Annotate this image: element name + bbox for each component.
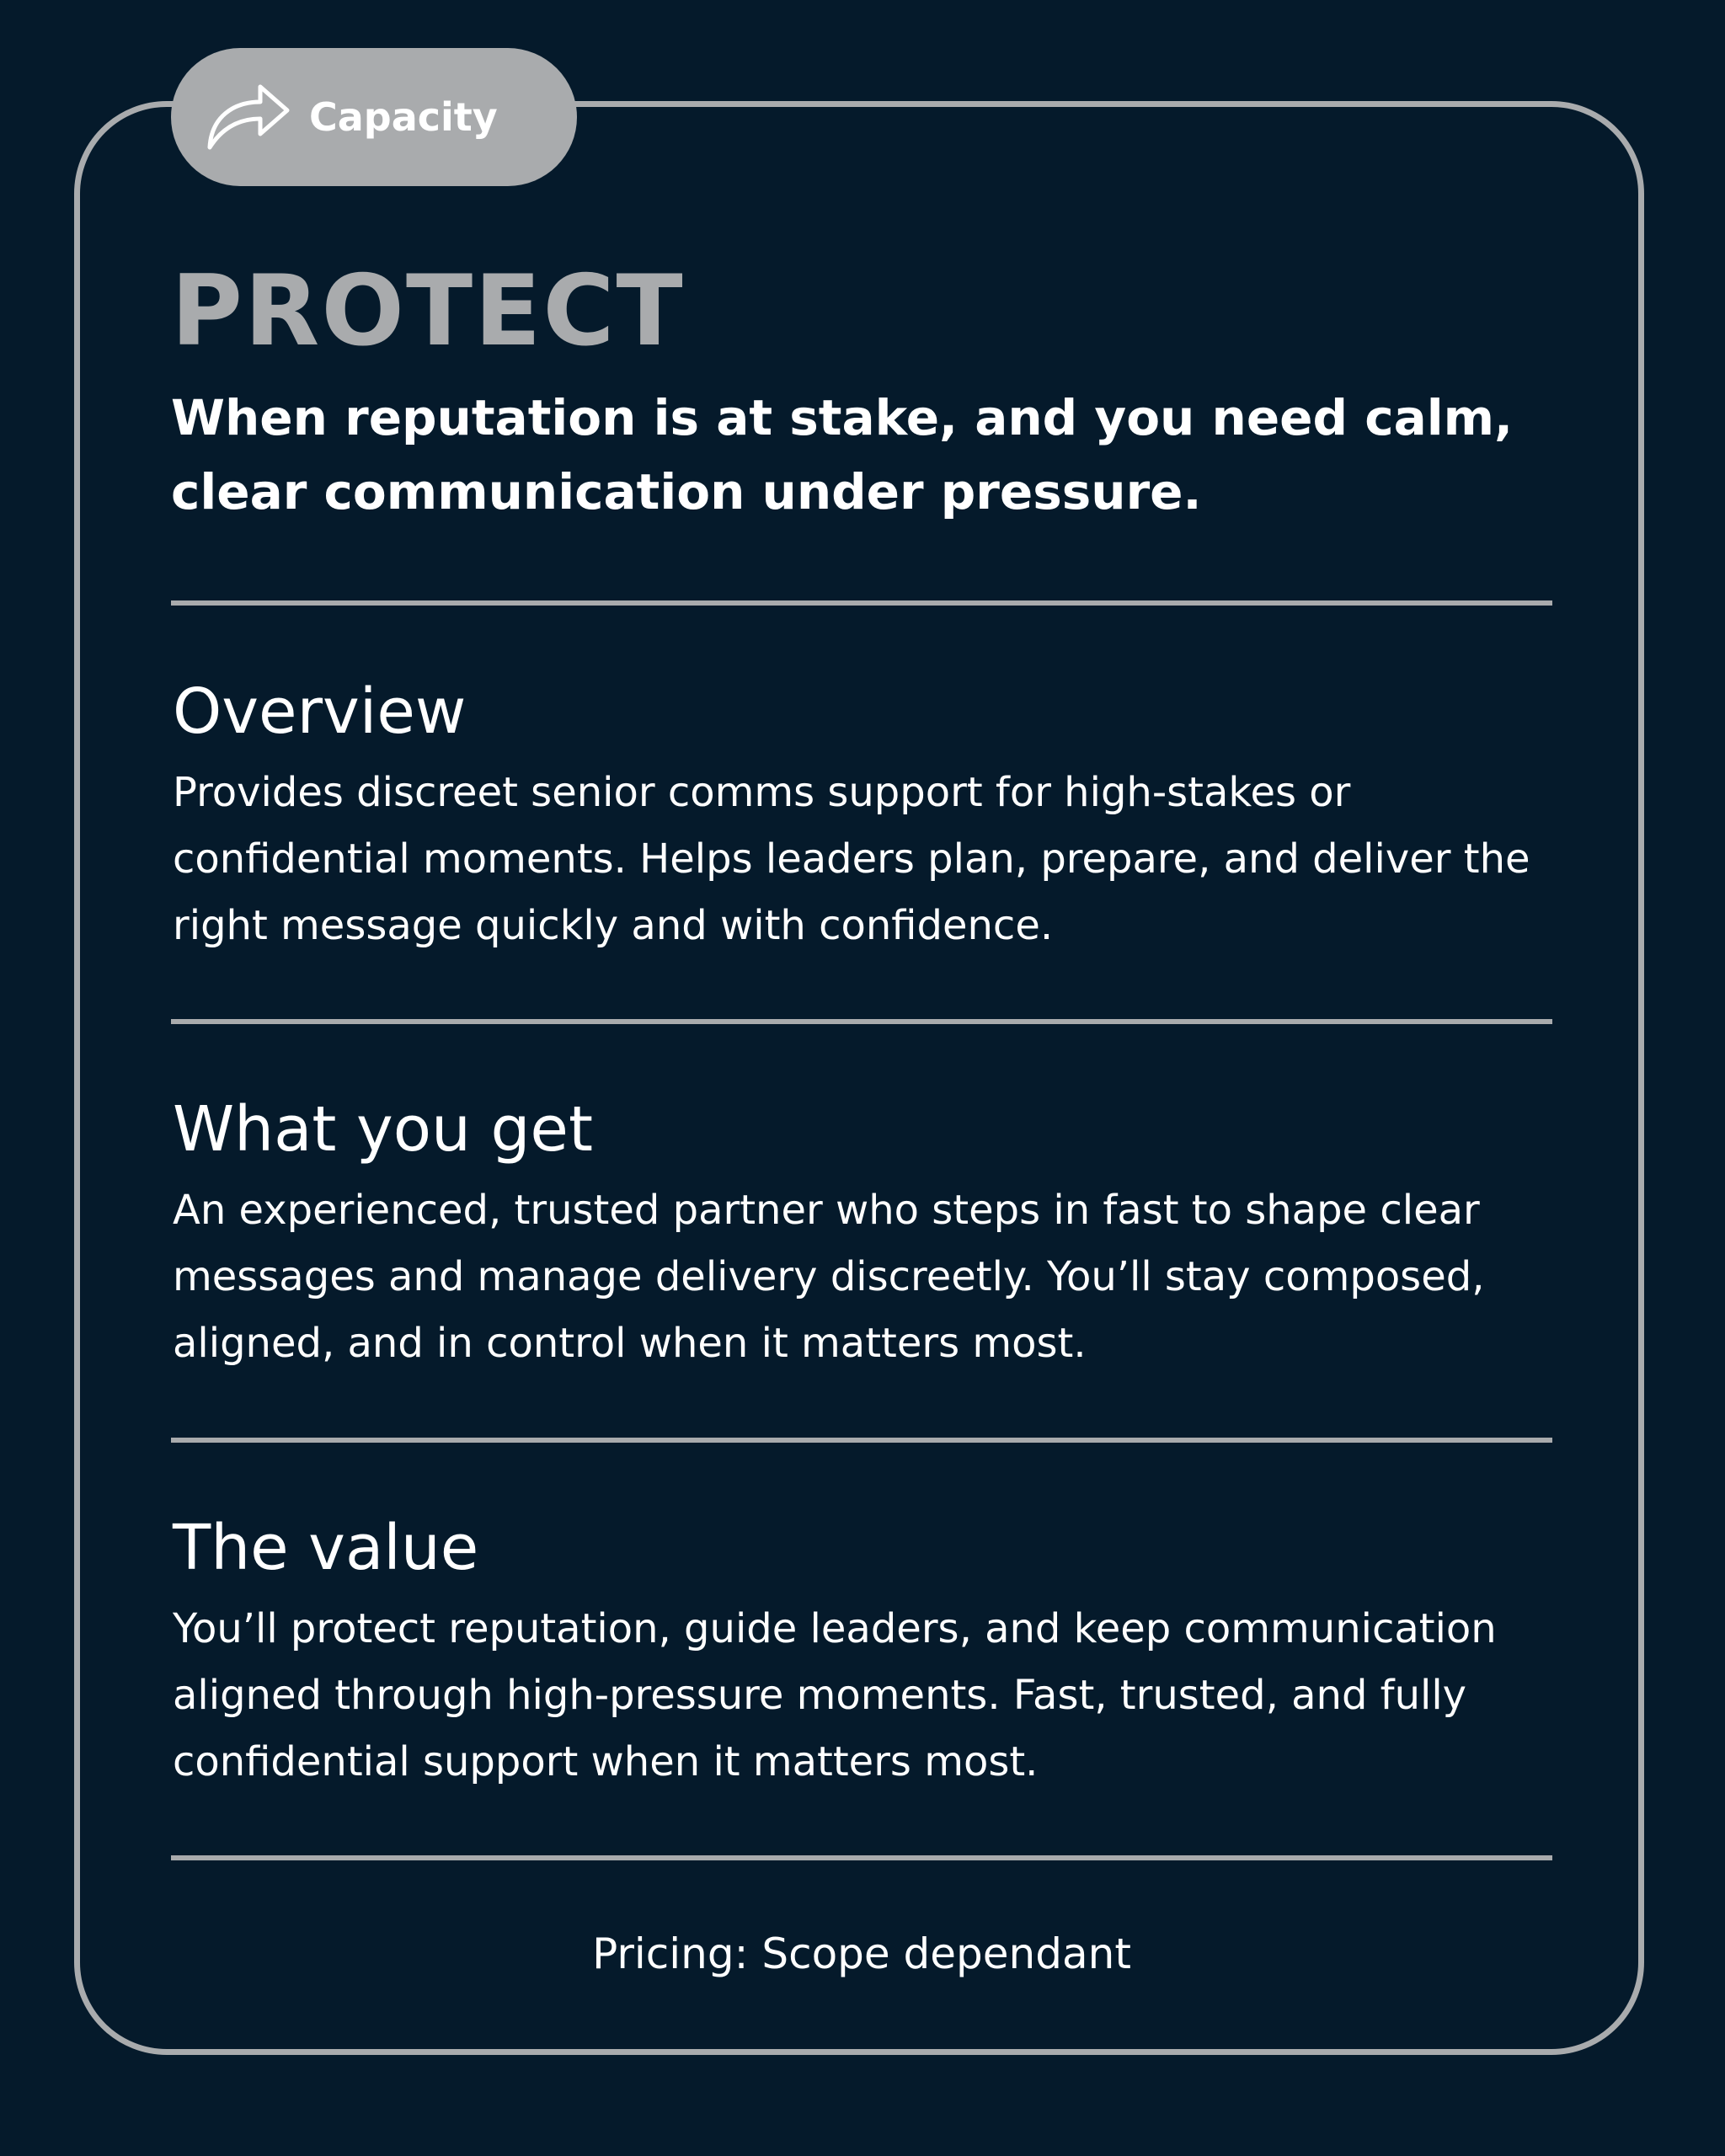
overview-title: Overview — [173, 675, 467, 748]
divider — [171, 1855, 1552, 1860]
category-tag — [171, 48, 577, 186]
the-value-title: The value — [173, 1512, 479, 1584]
page-title: PROTECT — [171, 254, 685, 368]
overview-body: Provides discreet senior comms support for high-stakes or confidential moments. Helps leaders plan, prepare, and deliver the right message quickly and with confidence. — [173, 769, 1530, 949]
the-value-body: You’ll protect reputation, guide leaders, and keep communication aligned through high-pressure moments. Fast, trusted, and fully confidential support when it matters most. — [173, 1605, 1497, 1785]
what-you-get-body: An experienced, trusted partner who steps in fast to shape clear messages and manage delivery discreetly. You’ll stay composed, aligned, and in control when it matters most. — [173, 1187, 1485, 1367]
what-you-get-title: What you get — [173, 1093, 593, 1166]
tagline: When reputation is at stake, and you need calm, clear communication under pressure. — [171, 389, 1514, 520]
pricing-note: Pricing: Scope dependant — [592, 1929, 1131, 1978]
divider — [171, 1438, 1552, 1443]
tag-label: Capacity — [309, 94, 498, 140]
curved-arrow-icon — [205, 77, 292, 154]
divider — [171, 1019, 1552, 1024]
divider — [171, 600, 1552, 606]
